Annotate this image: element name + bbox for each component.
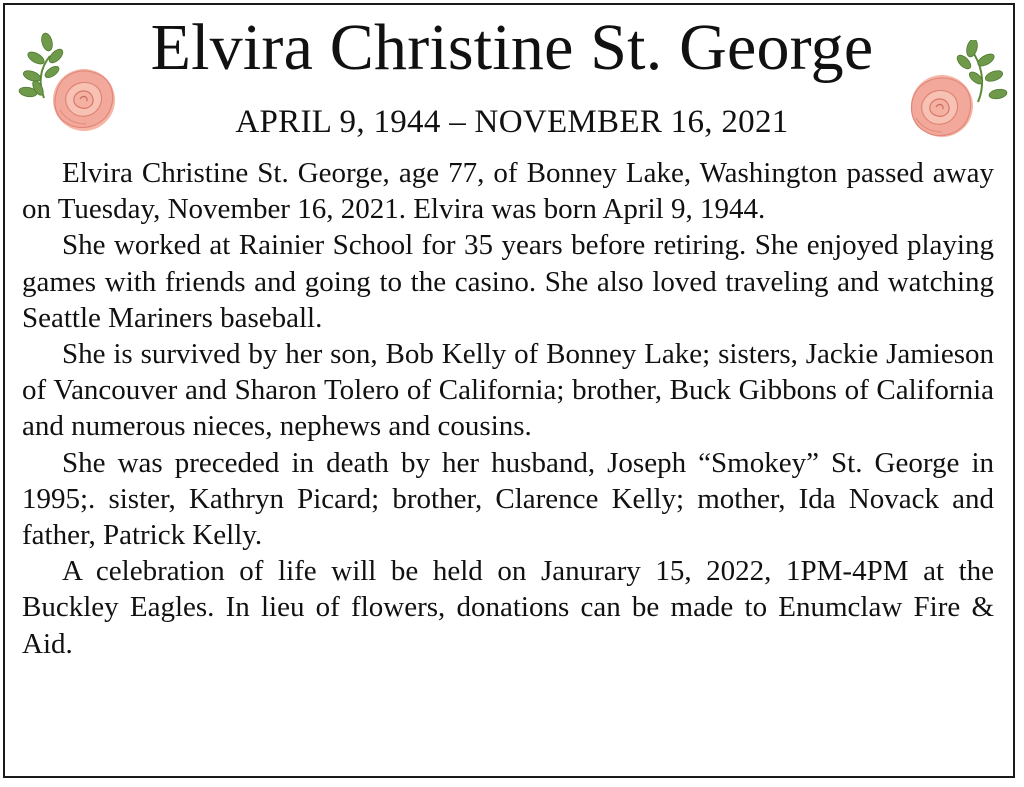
paragraph-announcement: Elvira Christine St. George, age 77, of Bonney Lake, Washington passed away on Tuesday, November 16, 2021. Elvira was born April 9, 1944. [22,157,994,226]
life-dates: APRIL 9, 1944 – NOVEMBER 16, 2021 [235,104,789,140]
obituary-body [22,155,994,662]
paragraph-service: A celebration of life will be held on Janurary 15, 2022, 1PM-4PM at the Buckley Eagles. In lieu of flowers, donations can be made to Enumclaw Fire & Aid. [22,555,994,660]
deceased-name-heading: Elvira Christine St. George [150,11,874,84]
paragraph-survivors: She is survived by her son, Bob Kelly of Bonney Lake; sisters, Jackie Jamieson of Vancouver and Sharon Tolero of California; brother, Buck Gibbons of California and numerous nieces, nephews and cousins. [22,338,994,443]
paragraph-life: She worked at Rainier School for 35 years before retiring. She enjoyed playing games with friends and going to the casino. She also loved traveling and watching Seattle Mariners baseball. [22,229,994,334]
paragraph-preceded: She was preceded in death by her husband, Joseph “Smokey” St. George in 1995;. sister, Kathryn Picard; brother, Clarence Kelly; mother, Ida Novack and father, Patrick Kelly. [22,446,994,552]
